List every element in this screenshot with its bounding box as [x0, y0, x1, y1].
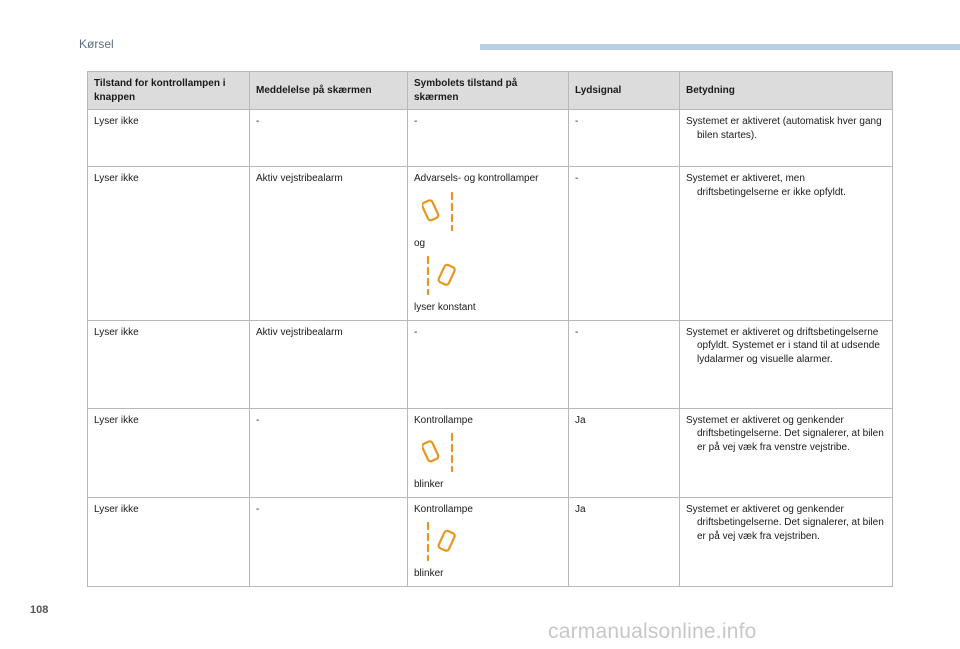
cell-text: Kontrollampe: [414, 503, 473, 515]
column-header: Betydning: [680, 72, 893, 110]
table-row: [88, 167, 893, 321]
lane-departure-left-icon: [422, 432, 458, 472]
watermark: carmanualsonline.info: [548, 620, 757, 643]
table-cell: Lyser ikke: [88, 110, 250, 167]
lane-departure-right-icon: [422, 521, 458, 561]
cell-text: og: [414, 237, 426, 249]
table-row: [88, 408, 893, 497]
section-title: Kørsel: [79, 37, 114, 51]
table-cell: Lyser ikke: [88, 167, 250, 321]
table-cell: -: [569, 320, 680, 408]
table-header-row: [88, 72, 893, 110]
table-cell: Systemet er aktiveret og driftsbetingelserne opfyldt. Systemet er i stand til at udsende lydalarmer og visuelle alarmer.: [680, 320, 893, 408]
table-cell: Ja: [569, 497, 680, 586]
table-cell: Ja: [569, 408, 680, 497]
table-cell: -: [569, 167, 680, 321]
table-cell: Lyser ikke: [88, 408, 250, 497]
table-cell: Lyser ikke: [88, 497, 250, 586]
table-row: [88, 497, 893, 586]
table-cell: Systemet er aktiveret, men driftsbetingelserne er ikke opfyldt.: [680, 167, 893, 321]
lane-departure-left-icon: [422, 191, 458, 231]
table-cell: [408, 167, 569, 321]
cell-text: blinker: [414, 479, 444, 490]
lane-alert-status-table: [87, 71, 893, 587]
table-cell: Lyser ikke: [88, 320, 250, 408]
table-cell: -: [408, 320, 569, 408]
column-header: Tilstand for kontrollampen i knappen: [88, 72, 250, 110]
cell-text: Advarsels- og kontrollamper: [414, 173, 539, 184]
table-cell: -: [250, 110, 408, 167]
table-cell: Aktiv vejstribealarm: [250, 167, 408, 321]
column-header: Symbolets tilstand på skærmen: [408, 72, 569, 110]
table-cell: Systemet er aktiveret og genkender driftsbetingelserne. Det signalerer, at bilen er på vej væk fra vejstriben.: [680, 497, 893, 586]
section-accent-bar: [480, 44, 960, 50]
cell-text: lyser konstant: [414, 302, 476, 313]
table-cell: Systemet er aktiveret (automatisk hver gang bilen startes).: [680, 110, 893, 167]
table-cell: [408, 497, 569, 586]
column-header: Lydsignal: [569, 72, 680, 110]
table-row: [88, 110, 893, 167]
table-cell: -: [569, 110, 680, 167]
table-cell: Systemet er aktiveret og genkender driftsbetingelserne. Det signalerer, at bilen er på vej væk fra venstre vejstribe.: [680, 408, 893, 497]
table-cell: -: [250, 408, 408, 497]
table-cell: -: [250, 497, 408, 586]
table-row: [88, 320, 893, 408]
page-number: 108: [30, 604, 49, 616]
table-cell: [408, 408, 569, 497]
table-cell: -: [408, 110, 569, 167]
cell-text: Kontrollampe: [414, 414, 473, 426]
column-header: Meddelelse på skærmen: [250, 72, 408, 110]
lane-departure-right-icon: [422, 255, 458, 295]
table-cell: Aktiv vejstribealarm: [250, 320, 408, 408]
cell-text: blinker: [414, 568, 444, 579]
